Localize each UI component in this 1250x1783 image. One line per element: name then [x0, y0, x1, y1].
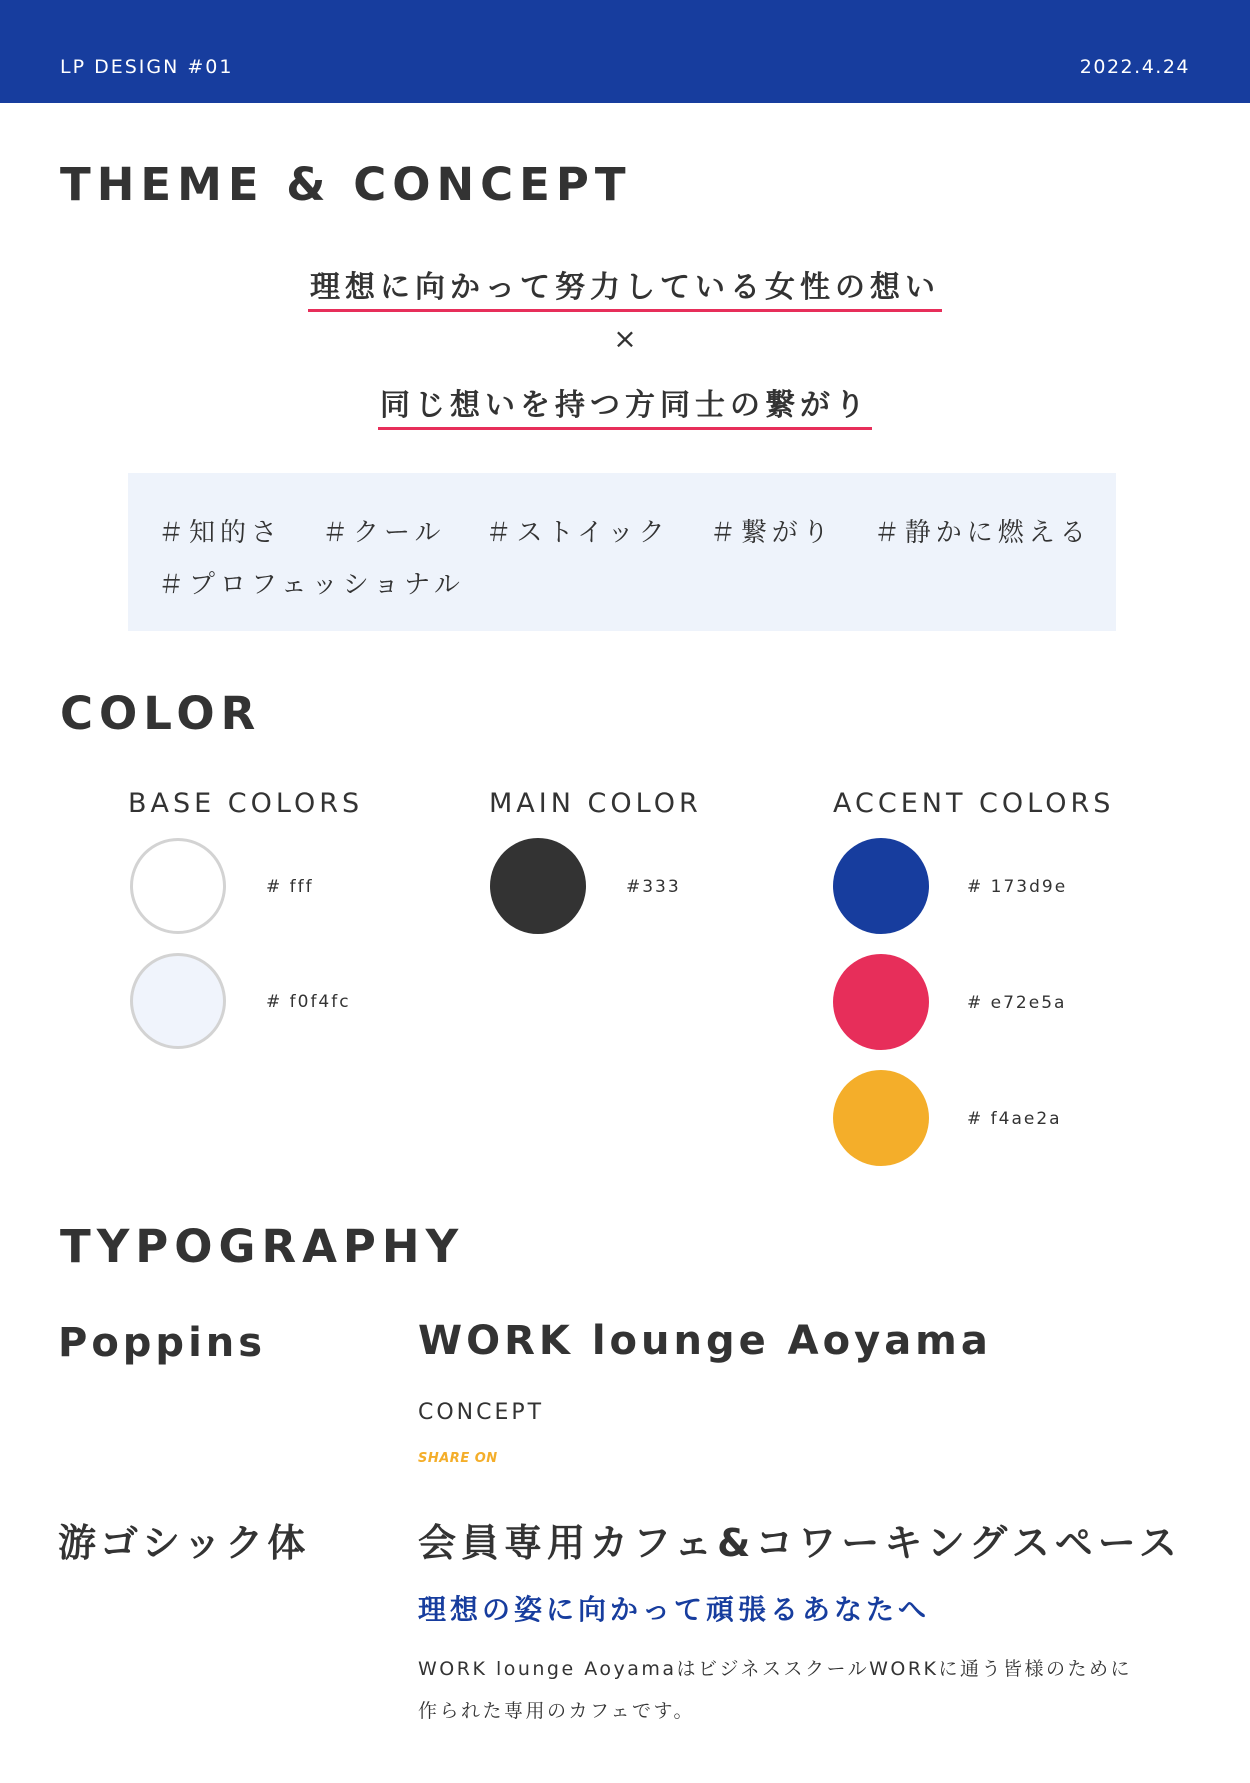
poppins-sample-concept: CONCEPT — [418, 1400, 545, 1425]
concept-line-1 — [0, 262, 1250, 306]
font-name-yugothic: 游ゴシック体 — [58, 1521, 310, 1565]
keyword-tag-box — [128, 473, 1116, 631]
hex-label-dark-gray: #333 — [626, 877, 681, 897]
yugothic-sample-subheading: 理想の姿に向かって頑張るあなたへ — [418, 1593, 931, 1626]
document-date: 2022.4.24 — [1079, 56, 1190, 78]
hex-label-blue: # 173d9e — [967, 877, 1068, 897]
yugothic-sample-body — [418, 1648, 1138, 1732]
poppins-sample-heading: WORK lounge Aoyama — [418, 1318, 992, 1364]
body-line-2: 作られた専用のカフェです。 — [418, 1700, 696, 1722]
yugothic-sample-heading: 会員専用カフェ&コワーキングスペース — [418, 1521, 1182, 1565]
swatch-light-blue — [130, 953, 226, 1049]
font-name-poppins: Poppins — [58, 1320, 267, 1366]
tag-item: ＃プロフェッショナル — [158, 570, 465, 600]
tag-item: ＃クール — [322, 518, 446, 548]
poppins-sample-share: SHARE ON — [418, 1451, 498, 1466]
hex-label-orange: # f4ae2a — [967, 1109, 1062, 1129]
swatch-dark-gray — [490, 838, 586, 934]
tag-item: ＃静かに燃える — [873, 518, 1091, 548]
concept-line-2 — [0, 380, 1250, 424]
body-line-1: WORK lounge AoyamaはビジネススクールWORKに通う皆様のために — [418, 1658, 1132, 1680]
section-title-theme: THEME & CONCEPT — [60, 158, 632, 211]
swatch-pink — [833, 954, 929, 1050]
concept-line-2-text: 同じ想いを持つ方同士の繋がり — [378, 388, 872, 430]
main-color-heading: MAIN COLOR — [489, 788, 702, 819]
document-label: LP DESIGN #01 — [60, 56, 234, 78]
hex-label-light-blue: # f0f4fc — [266, 992, 351, 1012]
tag-item: ＃ストイック — [485, 518, 670, 548]
base-colors-heading: BASE COLORS — [128, 788, 364, 819]
tag-item: ＃知的さ — [158, 518, 283, 548]
header-bar — [0, 0, 1250, 103]
hex-label-pink: # e72e5a — [967, 993, 1067, 1013]
tag-item: ＃繋がり — [709, 518, 834, 548]
cross-symbol: × — [613, 322, 637, 355]
section-title-typography: TYPOGRAPHY — [60, 1220, 465, 1273]
swatch-white — [130, 838, 226, 934]
section-title-color: COLOR — [60, 687, 262, 740]
concept-line-1-text: 理想に向かって努力している女性の想い — [308, 270, 942, 312]
swatch-blue — [833, 838, 929, 934]
tag-row-1 — [158, 507, 1091, 559]
tag-row-2 — [158, 559, 1086, 611]
accent-colors-heading: ACCENT COLORS — [833, 788, 1115, 819]
swatch-orange — [833, 1070, 929, 1166]
hex-label-white: # fff — [266, 877, 314, 897]
